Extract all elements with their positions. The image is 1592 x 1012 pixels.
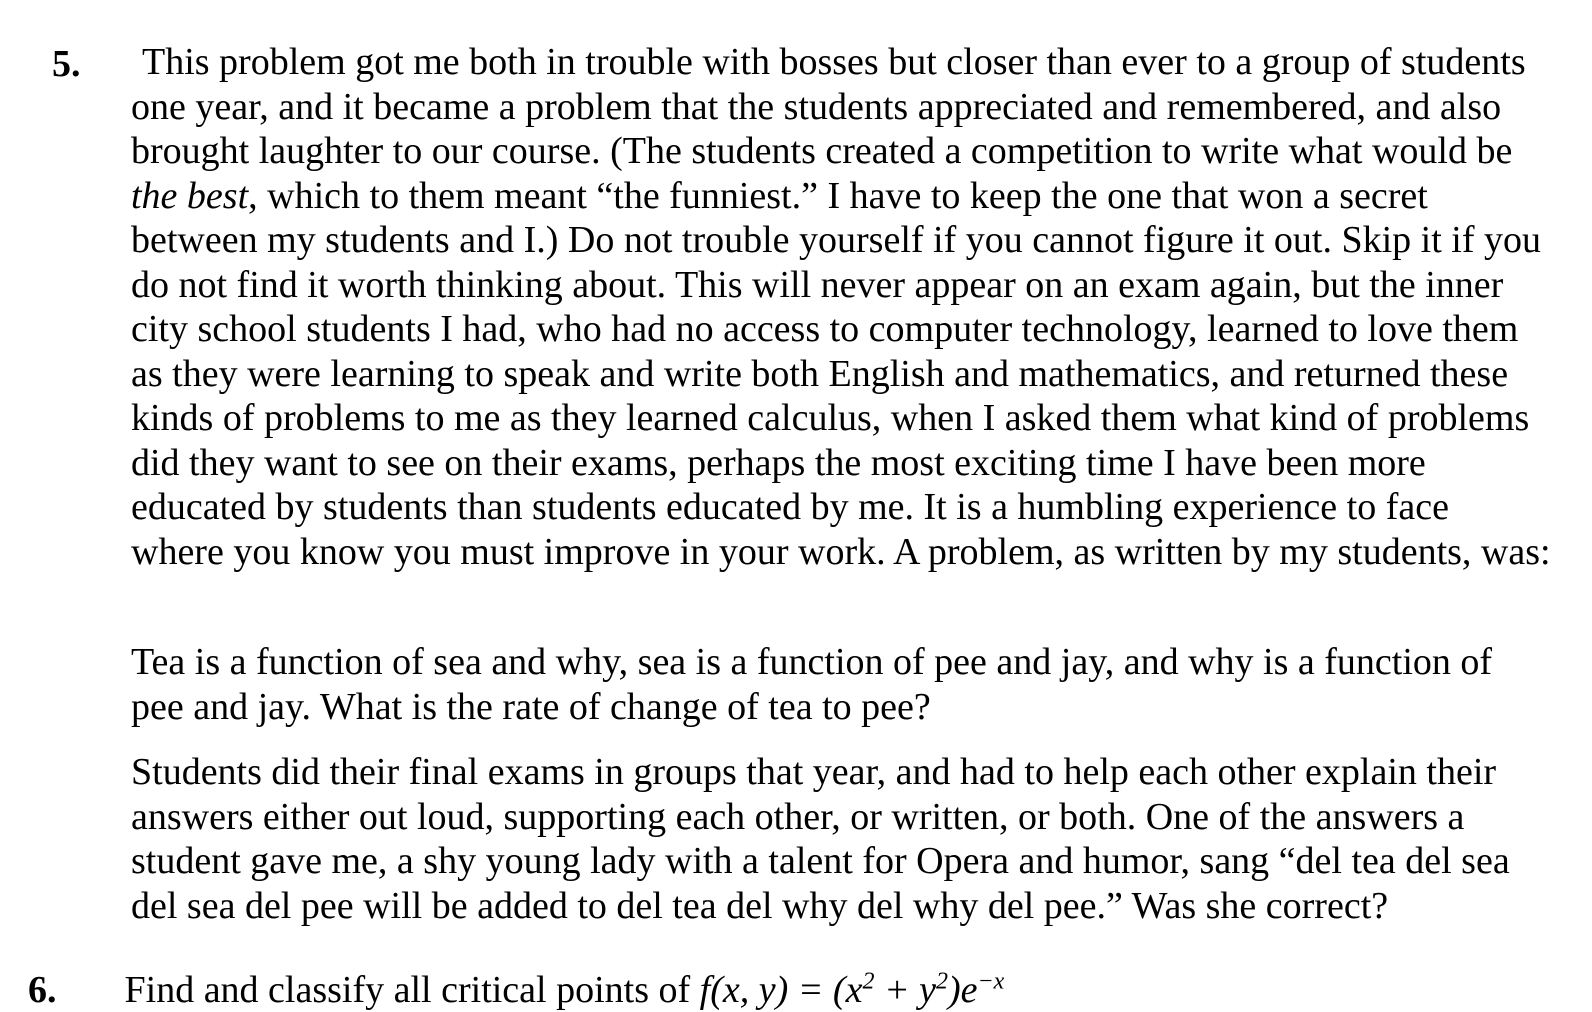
problem-6-text: Find and classify all critical points of <box>124 969 691 1011</box>
problem-6-number: 6. <box>28 969 57 1011</box>
student-answer-paragraph: Students did their final exams in groups that year, and had to help each other explain their answers either out loud, supporting each other, or written, or both. One of the answers a student gave me, a shy young lady with a talent for Opera and humor, sang “del tea del sea del sea del pee will be added to del tea del why del why del pee.” Was she correct? <box>131 751 1510 927</box>
function-part: f(x, y) = (x <box>699 969 863 1011</box>
function-part: + y <box>874 969 936 1011</box>
problem-number: 5. <box>52 43 81 85</box>
emphasis-the-best: the best <box>131 174 249 217</box>
intro-text-start: This problem got me both in trouble with bosses but closer than ever to a group of students one year, and it became a problem that the students appreciated and remembered, and also brought laughter to our course. (The students created a competition to write what would be <box>131 41 1526 172</box>
intro-text-end: , which to them meant “the funniest.” I have to keep the one that won a secret between my students and I.) Do not trouble yourself if you cannot figure it out. Skip it if you do not find it worth thinking about. This will never appear on an exam again, but the inner city school students I had, who had no access to computer technology, learned to love them as they were learning to speak and write both English and mathematics, and returned these kinds of problems to me as they learned calculus, when I asked them what kind of problems did they want to see on their exams, perhaps the most exciting time I have been more educated by students than students educated by me. It is a humbling experience to face where you know you must improve in your work. A problem, as written by my students, was: <box>131 174 1551 573</box>
problem-6-function <box>700 969 1005 1011</box>
exponent: −x <box>977 968 1005 995</box>
exponent: 2 <box>862 968 875 995</box>
problem-intro-paragraph <box>131 40 1551 574</box>
exponent: 2 <box>935 968 948 995</box>
function-part: )e <box>947 969 978 1011</box>
problem-6-partial <box>28 968 1004 1012</box>
student-problem-paragraph: Tea is a function of sea and why, sea is a function of pee and jay, and why is a function of pee and jay. What is the rate of change of tea to pee? <box>131 641 1493 728</box>
